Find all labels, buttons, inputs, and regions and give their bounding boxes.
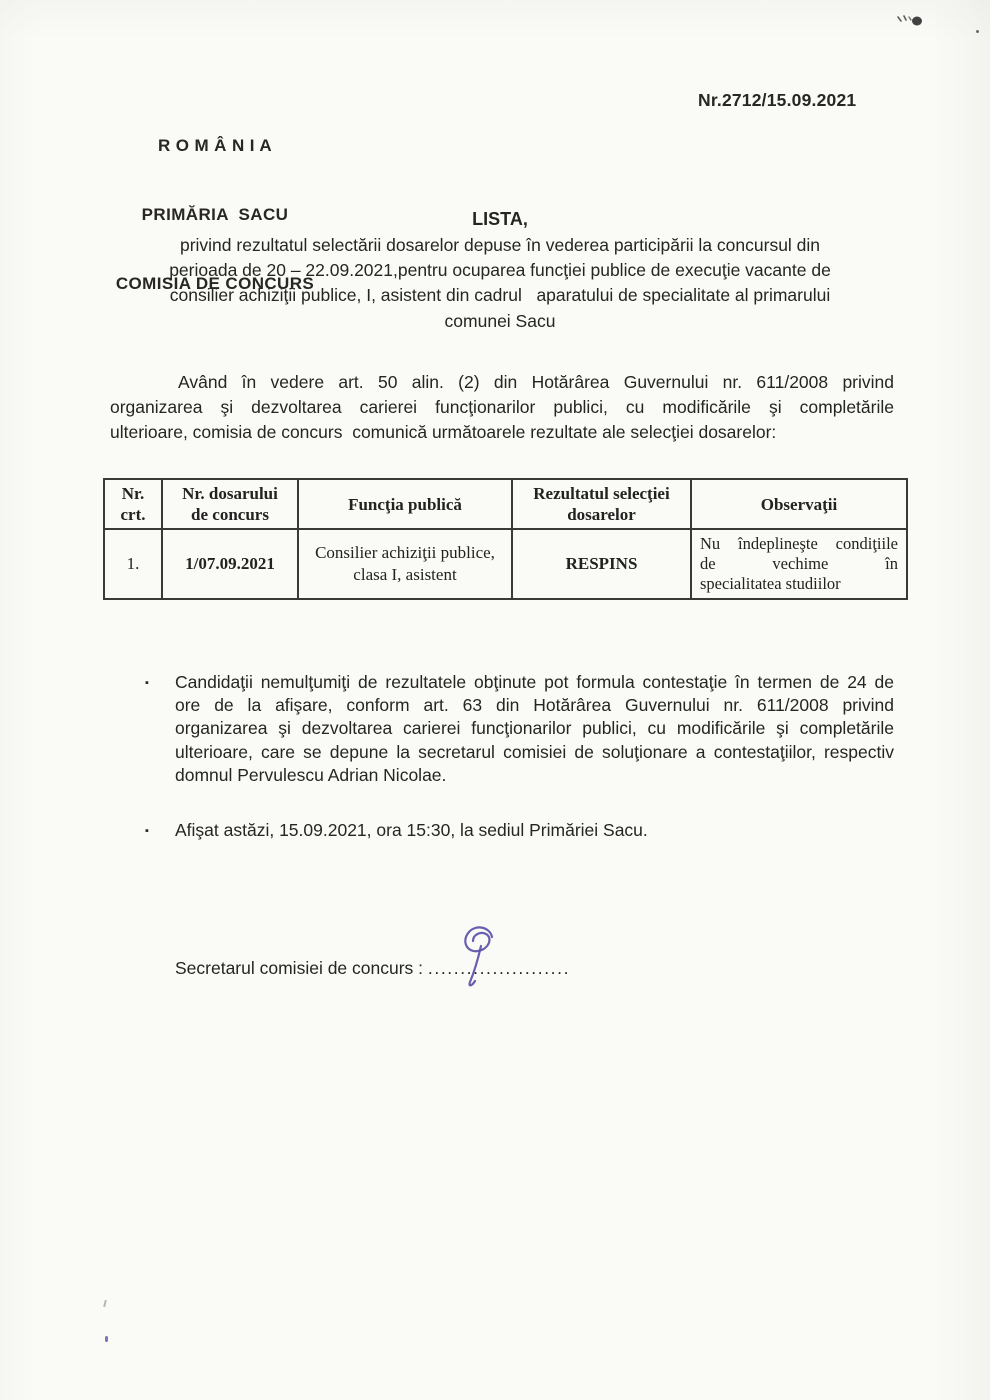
- header-line: dosarelor: [567, 505, 636, 524]
- title-line: comunei Sacu: [444, 310, 556, 331]
- title-line: consilier achiziţii publice, I, asistent din cadrul aparatului de specialitate al primarului: [169, 285, 831, 306]
- title-line: perioada de 20 – 22.09.2021,pentru ocuparea funcţiei publice de execuţie vacante de: [169, 260, 831, 281]
- letterhead-country: R O M Â N I A: [157, 136, 273, 155]
- cell-functie: [298, 529, 512, 599]
- intro-line: ulterioare, comisia de concurs comunică următoarele rezultate ale selecţiei dosarelor:: [110, 422, 777, 443]
- table-header-row: [104, 479, 907, 529]
- document-number: Nr.2712/15.09.2021: [698, 90, 857, 110]
- signature-label: Secretarul comisiei de concurs :: [175, 958, 428, 978]
- cell-observatii: [691, 529, 907, 599]
- header-line: Funcţia publică: [348, 494, 462, 514]
- bullet-item-contestatie: [145, 671, 894, 787]
- col-header-nr-dosar: [162, 479, 298, 529]
- page-title: LISTA,: [472, 209, 528, 229]
- bullet-square-icon: ▪: [145, 677, 149, 689]
- ink-speck: [105, 1336, 108, 1342]
- intro-line: Având în vedere art. 50 alin. (2) din Hotărârea Guvernului nr. 611/2008 privind: [178, 372, 894, 392]
- col-header-nr-crt: [104, 479, 162, 529]
- cell-nr-dosar: 1/07.09.2021: [162, 529, 298, 599]
- bullet-text: [175, 819, 894, 842]
- signature-line: [175, 956, 570, 980]
- bullet-line: domnul Pervulescu Adrian Nicolae.: [175, 764, 447, 785]
- title-block: [97, 206, 903, 334]
- signature-dots: ......................: [427, 958, 571, 978]
- bullet-line: Candidaţii nemulţumiţi de rezultatele obţinute pot formula contestaţie în termen de 24 de: [175, 672, 894, 692]
- bullet-line: Afişat astăzi, 15.09.2021, ora 15:30, la sediul Primăriei Sacu.: [175, 820, 648, 840]
- results-table: [103, 478, 908, 600]
- header-line: Nr. dosarului: [182, 484, 278, 503]
- header-line: de concurs: [191, 505, 269, 524]
- bullet-line: organizarea şi dezvoltarea carierei funcţionarilor publici, cu modificările şi completările: [175, 718, 894, 739]
- col-header-functie: [298, 479, 512, 529]
- table-row: [104, 529, 907, 599]
- header-line: crt.: [120, 505, 146, 524]
- letterhead-institution: PRIMĂRIA SACU: [141, 205, 289, 224]
- bullet-line: ore de la afişare, conform art. 63 din Hotărârea Guvernului nr. 611/2008 privind: [175, 695, 894, 716]
- bullet-square-icon: ▪: [145, 825, 149, 837]
- ink-smudge: [893, 12, 927, 28]
- cell-line: specialitatea studiilor: [700, 573, 841, 593]
- bullet-item-afisare: [145, 819, 894, 843]
- col-header-observatii: [691, 479, 907, 529]
- intro-line: organizarea şi dezvoltarea carierei funcţionarilor publici, cu modificările şi completările: [110, 397, 894, 418]
- header-line: Nr.: [121, 484, 145, 503]
- cell-line: clasa I, asistent: [353, 565, 457, 584]
- cell-line: Nu îndeplineşte condiţiile: [700, 534, 898, 554]
- cell-nr-crt: 1.: [104, 529, 162, 599]
- header-line: Rezultatul selecţiei: [533, 484, 670, 503]
- header-line: Observaţii: [760, 494, 838, 514]
- title-line: privind rezultatul selectării dosarelor depuse în vederea participării la concursul din: [179, 235, 821, 255]
- scan-speck: [103, 1300, 107, 1307]
- cell-line: de vechime în: [700, 554, 898, 574]
- scan-speck: [976, 30, 979, 33]
- col-header-rezultat: [512, 479, 691, 529]
- bullet-line: ulterioare, care se depune la secretarul comisiei de soluţionare a contestaţiilor, respectiv: [175, 741, 894, 762]
- handwritten-signature: [447, 922, 507, 992]
- intro-paragraph: [110, 370, 894, 446]
- bullet-text: [175, 671, 894, 787]
- cell-rezultat: RESPINS: [512, 529, 691, 599]
- cell-line: Consilier achiziţii publice,: [315, 543, 495, 562]
- letterhead-committee: COMISIA DE CONCURS: [115, 274, 315, 293]
